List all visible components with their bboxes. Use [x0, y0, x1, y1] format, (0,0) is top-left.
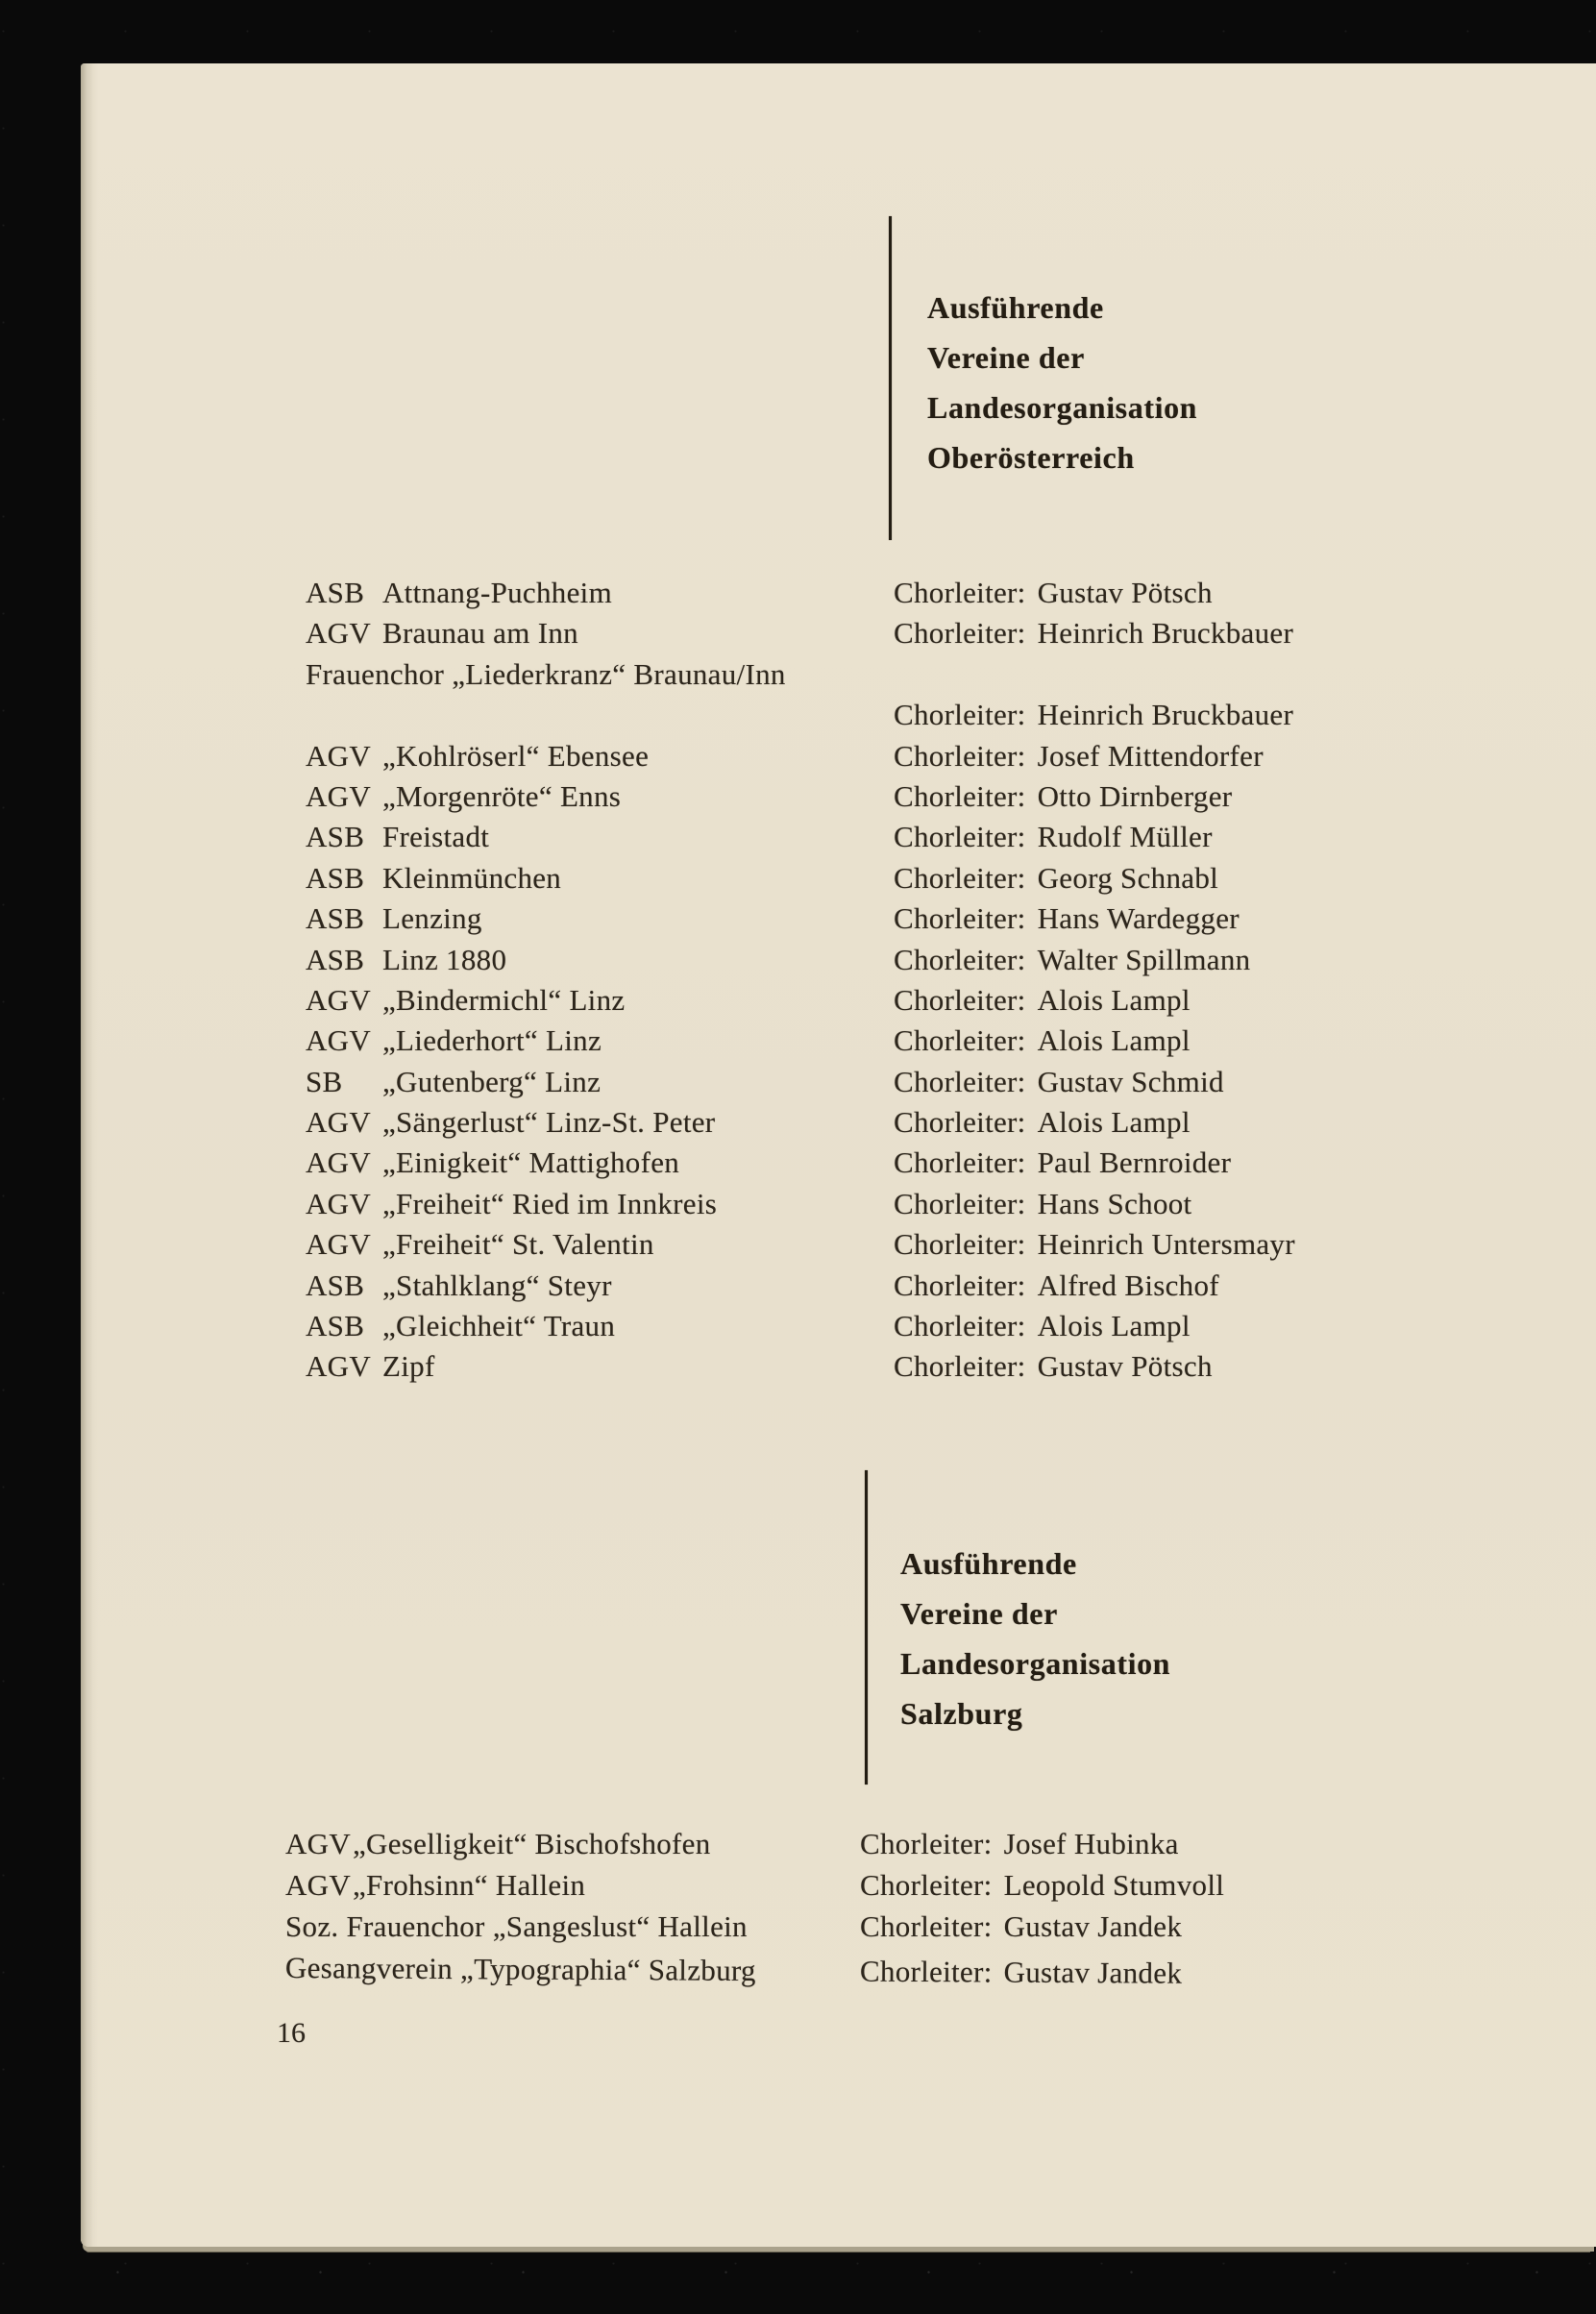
table-row	[306, 1021, 1191, 1061]
leader-label: Chorleiter:	[894, 1349, 1026, 1384]
table-row	[306, 817, 1213, 857]
leader-cell	[894, 1143, 1231, 1183]
leader-name: Alois Lampl	[1037, 982, 1191, 1017]
club-abbrev: ASB	[306, 576, 365, 609]
club-abbrev: SB	[306, 1064, 343, 1098]
leader-label: Chorleiter:	[894, 1309, 1026, 1343]
leader-name: Gustav Pötsch	[1037, 1349, 1213, 1384]
table-row	[306, 858, 1219, 899]
leader-name: Alois Lampl	[1037, 1309, 1191, 1343]
leader-name: Paul Bernroider	[1037, 1145, 1232, 1180]
club-name: „Gleichheit“ Traun	[382, 1309, 616, 1343]
table-row	[306, 573, 1213, 613]
page-number: 16	[277, 2017, 306, 2049]
leader-label: Chorleiter:	[894, 1023, 1026, 1058]
club-abbrev: AGV	[306, 616, 372, 651]
leader-cell	[894, 1021, 1191, 1061]
club-abbrev: AGV	[306, 1145, 372, 1180]
leader-name: Leopold Stumvoll	[1003, 1868, 1225, 1902]
club-name: Frauenchor „Liederkranz“ Braunau/Inn	[306, 656, 786, 691]
leader-cell	[894, 695, 1293, 735]
leader-name: Gustav Jandek	[1003, 1955, 1183, 1990]
leader-name: Heinrich Bruckbauer	[1037, 698, 1294, 732]
club-name: „Freiheit“ St. Valentin	[382, 1227, 654, 1262]
heading-line: Vereine der	[927, 340, 1085, 375]
table-row	[306, 1266, 1219, 1306]
leader-cell	[894, 940, 1250, 980]
leader-name: Alois Lampl	[1037, 1105, 1191, 1140]
club-abbrev: AGV	[285, 1868, 352, 1902]
leader-cell	[860, 1823, 1179, 1864]
leader-cell	[894, 776, 1232, 817]
leader-label: Chorleiter:	[894, 1186, 1026, 1220]
club-name: „Einigkeit“ Mattighofen	[382, 1145, 680, 1180]
table-row	[306, 613, 1294, 653]
table-row	[306, 980, 1191, 1021]
table-row	[306, 1143, 1232, 1183]
leader-cell	[860, 1864, 1224, 1906]
table-row	[285, 1906, 1183, 1947]
leader-cell	[894, 736, 1264, 776]
leader-label: Chorleiter:	[894, 778, 1026, 813]
table-row	[306, 940, 1251, 980]
club-name: Soz. Frauenchor „Sangeslust“ Hallein	[285, 1909, 748, 1943]
club-abbrev: ASB	[306, 860, 365, 895]
heading-rule	[889, 216, 892, 540]
table-row	[306, 1346, 1213, 1387]
leader-cell	[894, 1184, 1191, 1224]
club-abbrev: ASB	[306, 901, 365, 936]
leader-cell	[894, 980, 1191, 1021]
leader-name: Josef Mittendorfer	[1037, 738, 1264, 773]
leader-cell	[894, 1306, 1191, 1346]
leader-name: Walter Spillmann	[1037, 942, 1251, 976]
club-abbrev: ASB	[306, 820, 365, 854]
leader-name: Heinrich Bruckbauer	[1037, 616, 1294, 651]
book-page	[81, 63, 1596, 2247]
club-name: „Stahlklang“ Steyr	[382, 1268, 612, 1302]
club-abbrev: ASB	[306, 1268, 365, 1302]
club-abbrev: AGV	[285, 1827, 352, 1860]
leader-name: Georg Schnabl	[1037, 860, 1219, 895]
club-name: Freistadt	[382, 820, 490, 854]
leader-name: Gustav Pötsch	[1037, 576, 1213, 609]
club-name: Braunau am Inn	[382, 616, 578, 651]
leader-name: Alfred Bischof	[1037, 1268, 1219, 1302]
heading-line: Landesorganisation	[900, 1646, 1171, 1681]
leader-label: Chorleiter:	[860, 1868, 993, 1902]
table-row	[306, 1184, 1192, 1224]
leader-label: Chorleiter:	[894, 698, 1026, 732]
club-name: „Kohlröserl“ Ebensee	[382, 738, 650, 773]
table-row	[306, 1224, 1295, 1265]
leader-label: Chorleiter:	[894, 576, 1026, 609]
leader-label: Chorleiter:	[894, 1064, 1026, 1098]
leader-label: Chorleiter:	[894, 1105, 1026, 1140]
table-row	[306, 695, 1294, 735]
leader-cell	[894, 858, 1218, 899]
leader-name: Hans Wardegger	[1037, 901, 1240, 936]
club-name: „Freiheit“ Ried im Innkreis	[382, 1186, 718, 1220]
leader-label: Chorleiter:	[894, 738, 1026, 773]
leader-label: Chorleiter:	[860, 1909, 993, 1943]
club-abbrev: AGV	[306, 1105, 372, 1140]
leader-label: Chorleiter:	[894, 1227, 1026, 1262]
club-abbrev: ASB	[306, 942, 365, 976]
table-row	[306, 1102, 1191, 1143]
heading-line: Landesorganisation	[927, 390, 1198, 425]
club-list-salzburg	[284, 1823, 1225, 1990]
table-row	[306, 899, 1240, 939]
club-abbrev: AGV	[306, 1186, 372, 1220]
table-row	[285, 1864, 1225, 1906]
leader-name: Hans Schoot	[1037, 1186, 1192, 1220]
club-abbrev: ASB	[306, 1309, 365, 1343]
heading-rule	[865, 1470, 868, 1785]
leader-label: Chorleiter:	[859, 1954, 993, 1989]
heading-line: Vereine der	[900, 1596, 1058, 1631]
club-name: „Liederhort“ Linz	[382, 1023, 602, 1058]
table-row	[306, 736, 1264, 776]
club-abbrev: AGV	[306, 738, 372, 773]
leader-label: Chorleiter:	[894, 820, 1026, 854]
section-heading-salzburg	[900, 1539, 1170, 1738]
heading-line: Oberösterreich	[927, 440, 1135, 475]
club-name: Linz 1880	[382, 942, 507, 976]
club-name: Kleinmünchen	[382, 860, 562, 895]
leader-cell	[860, 1906, 1182, 1947]
leader-label: Chorleiter:	[894, 860, 1026, 895]
club-name: „Frohsinn“ Hallein	[353, 1868, 586, 1902]
club-name: Zipf	[382, 1349, 435, 1384]
table-row	[306, 1306, 1191, 1346]
leader-name: Heinrich Untersmayr	[1037, 1227, 1295, 1262]
leader-label: Chorleiter:	[894, 982, 1026, 1017]
leader-label: Chorleiter:	[894, 1145, 1026, 1180]
leader-cell	[894, 1224, 1295, 1265]
club-name: „Bindermichl“ Linz	[382, 982, 626, 1017]
heading-line: Ausführende	[927, 290, 1104, 325]
leader-name: Josef Hubinka	[1003, 1827, 1179, 1860]
leader-name: Alois Lampl	[1037, 1023, 1191, 1058]
club-name: Attnang-Puchheim	[382, 576, 612, 609]
leader-label: Chorleiter:	[894, 901, 1026, 936]
leader-cell	[860, 1951, 1182, 1994]
club-name: Gesangverein „Typographia“ Salzburg	[284, 1951, 756, 1987]
club-abbrev: AGV	[306, 1227, 372, 1262]
club-list-oberoesterreich	[306, 573, 1295, 1388]
table-row	[306, 654, 786, 695]
leader-cell	[894, 1062, 1224, 1102]
club-abbrev: AGV	[306, 982, 372, 1017]
leader-name: Gustav Jandek	[1003, 1909, 1183, 1943]
club-abbrev: AGV	[306, 778, 372, 813]
leader-cell	[894, 817, 1213, 857]
club-name: „Gutenberg“ Linz	[382, 1064, 602, 1098]
table-row	[284, 1947, 1183, 1991]
leader-cell	[894, 1102, 1191, 1143]
leader-cell	[894, 899, 1240, 939]
club-name: Lenzing	[382, 901, 482, 936]
leader-name: Rudolf Müller	[1037, 820, 1213, 854]
club-abbrev: AGV	[306, 1349, 372, 1384]
leader-label: Chorleiter:	[860, 1827, 993, 1860]
table-row	[306, 1062, 1224, 1102]
leader-cell	[894, 573, 1213, 613]
leader-cell	[894, 1266, 1219, 1306]
club-name: „Sängerlust“ Linz-St. Peter	[382, 1105, 716, 1140]
heading-line: Salzburg	[900, 1696, 1023, 1731]
leader-name: Gustav Schmid	[1037, 1064, 1224, 1098]
section-heading-oberoesterreich	[927, 283, 1197, 482]
club-name: „Morgenröte“ Enns	[382, 778, 622, 813]
heading-line: Ausführende	[900, 1546, 1077, 1581]
leader-label: Chorleiter:	[894, 1268, 1026, 1302]
table-row	[285, 1823, 1179, 1864]
leader-cell	[894, 1346, 1213, 1387]
table-row	[306, 776, 1233, 817]
club-name: „Geselligkeit“ Bischofshofen	[353, 1827, 711, 1860]
leader-name: Otto Dirnberger	[1037, 778, 1233, 813]
leader-cell	[894, 613, 1293, 653]
leader-label: Chorleiter:	[894, 616, 1026, 651]
club-abbrev: AGV	[306, 1023, 372, 1058]
leader-label: Chorleiter:	[894, 942, 1026, 976]
